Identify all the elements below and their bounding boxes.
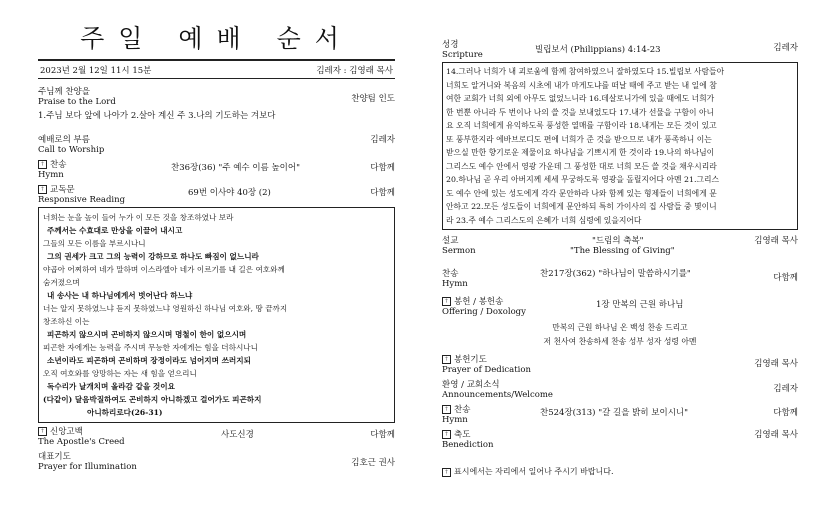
sermon-title-en: "The Blessing of Giving": [570, 246, 675, 256]
sermon-title-ko: "드림의 축복": [592, 236, 644, 246]
order-item-scripture: [442, 40, 798, 60]
stand-mark-icon: †: [442, 468, 451, 477]
order-item-benediction: [442, 430, 798, 450]
reading-line: 소년이라도 피곤하며 곤비하며 장정이라도 넘어지며 쓰러지되: [47, 356, 251, 365]
reading-line: 피곤한 자에게는 능력을 주시며 무능한 자에게는 힘을 더하시나니: [43, 343, 258, 352]
order-item-hymn: [38, 160, 395, 180]
item-leader: 다함께: [773, 408, 798, 418]
item-en: Responsive Reading: [38, 195, 126, 205]
item-leader: 김영래 목사: [754, 236, 798, 246]
stand-mark-icon: †: [442, 297, 451, 306]
item-ko: 환영 / 교회소식: [442, 380, 500, 390]
stand-mark-icon: †: [38, 160, 47, 169]
service-date: 2023년 2월 12일 11시 15분: [40, 66, 152, 76]
footnote-text: 표시에서는 자리에서 일어나 주시기 바랍니다.: [454, 467, 614, 476]
item-ko: 설교: [442, 236, 459, 246]
item-en: Prayer of Dedication: [442, 365, 531, 375]
item-en: Prayer for Illumination: [38, 462, 137, 472]
item-detail: 찬524장(313) "갈 길을 밝히 보이시니": [540, 408, 689, 418]
item-leader: 김영래 목사: [754, 359, 798, 369]
item-leader: 찬양팀 인도: [351, 94, 395, 104]
doxology-line: 저 천사여 찬송하세 찬송 성부 성자 성령 아멘: [543, 337, 697, 346]
reading-line: 창조하신 이는: [43, 317, 90, 326]
stand-mark-icon: †: [442, 430, 451, 439]
item-ko: 봉헌 / 봉헌송: [454, 297, 504, 307]
doxology-text: [442, 321, 798, 349]
scripture-line: 한 번뿐 아니라 두 번이나 나의 쓸 것을 보내었도다 17.내가 선물을 구함이 아니: [446, 107, 715, 117]
stand-mark-icon: †: [442, 405, 451, 414]
scripture-line: 너희도 알거니와 복음의 시초에 내가 마게도냐를 떠날 때에 주고 받는 내 일에 참: [446, 80, 717, 90]
item-ko: 찬송: [50, 160, 67, 170]
item-ko: 예배로의 부름: [38, 135, 90, 145]
item-ko: 성경: [442, 40, 459, 50]
reading-line: 독수리가 날개치며 올라감 같을 것이요: [47, 382, 175, 391]
item-en: Praise to the Lord: [38, 97, 116, 107]
doxology-line: 만복의 근원 하나님 온 백성 찬송 드리고: [552, 323, 688, 332]
order-item-sermon: [442, 236, 798, 256]
item-ko: 대표기도: [38, 452, 71, 462]
item-ko: 봉헌기도: [454, 355, 487, 365]
reading-line: 야곱아 어찌하여 네가 말하며 이스라엘아 네가 이르기를 내 길은 여호와께: [43, 265, 285, 274]
item-en: Hymn: [442, 415, 468, 425]
item-leader: 김레자: [370, 135, 395, 145]
reading-line: 오직 여호와를 앙망하는 자는 새 힘을 얻으리니: [43, 369, 197, 378]
presider: 김레자 : 김영래 목사: [316, 66, 393, 76]
item-en: Call to Worship: [38, 145, 105, 155]
left-half: [38, 0, 395, 472]
item-leader: 김호근 권사: [351, 458, 395, 468]
item-en: Hymn: [442, 279, 468, 289]
item-leader: 다함께: [370, 430, 395, 440]
reading-line: 내 송사는 내 하나님에게서 벗어난다 하느냐: [47, 291, 193, 300]
page-title: 주일 예배 순서: [80, 24, 353, 53]
item-en: Sermon: [442, 246, 476, 256]
stand-mark-icon: †: [442, 355, 451, 364]
scripture-line: 또 풍부한지라 에바브로디도 편에 너희가 준 것을 받으므로 내가 풍족하니 이는: [446, 134, 712, 144]
item-leader: 다함께: [370, 188, 395, 198]
order-item-praise: [38, 87, 395, 107]
scripture-line: 14.그러나 너희가 내 괴로움에 함께 참여하였으니 잘하였도다 15.빌립보 사람들아: [446, 67, 725, 76]
item-en: Hymn: [38, 170, 64, 180]
scripture-box: [442, 62, 798, 230]
item-ko: 찬송: [442, 269, 459, 279]
scripture-line: 라 23.주 예수 그리스도의 은혜가 너희 심령에 있을지어다: [446, 215, 642, 225]
right-half: [442, 0, 798, 476]
item-en: Scripture: [442, 50, 483, 60]
item-detail: 69번 이사야 40장 (2): [188, 188, 271, 198]
item-ko: 신앙고백: [50, 427, 83, 437]
scripture-line: 받으실 만한 향기로운 제물이요 하나님을 기쁘시게 한 것이라 19.나의 하나님이: [446, 148, 715, 157]
scripture-line: 안하고 22.모든 성도들이 너희에게 문안하되 특히 가이사의 집 사람들 중 몇이니: [446, 202, 717, 211]
item-ko: 교독문: [50, 185, 75, 195]
item-ko: 주님께 찬양을: [38, 87, 90, 97]
scripture-line: 20.하나님 곧 우리 아버지께 세세 무궁하도록 영광을 돌릴지어다 아멘 21.그리스: [446, 175, 720, 184]
item-leader: 다함께: [773, 273, 798, 283]
item-en: The Apostle's Creed: [38, 437, 125, 447]
order-item-call: [38, 135, 395, 155]
order-item-prayer: [38, 452, 395, 472]
order-item-hymn3: [442, 405, 798, 425]
reading-line: 피곤하지 않으시며 곤비하지 않으시며 명철이 한이 없으시며: [47, 330, 247, 339]
reading-line: 아니하리로다(26-31): [87, 408, 163, 417]
scripture-line: 그리스도 예수 안에서 영광 가운데 그 풍성한 대로 너희 모든 쓸 것을 채우시리라: [446, 161, 717, 171]
reading-line: 그들의 모든 이름을 부르시나니: [43, 239, 146, 248]
stand-mark-icon: †: [38, 427, 47, 436]
order-item-announcements: [442, 380, 798, 400]
reading-line: 주께서는 수효대로 만상을 이끌어 내시고: [47, 226, 183, 235]
date-line: [38, 59, 395, 79]
item-leader: 김영래 목사: [754, 430, 798, 440]
order-item-reading: [38, 185, 395, 205]
item-detail: 찬36장(36) "주 예수 이름 높이어": [171, 163, 301, 173]
item-en: Offering / Doxology: [442, 307, 526, 317]
item-leader: 다함께: [370, 163, 395, 173]
order-item-offering: [442, 297, 798, 317]
order-item-hymn2: [442, 269, 798, 289]
praise-note: 1.주님 보다 앞에 나아가 2.살아 계신 주 3.나의 기도하는 겨보다: [38, 111, 276, 121]
item-en: Benediction: [442, 440, 494, 450]
item-detail: 1장 만복의 근원 하나님: [596, 300, 684, 310]
footnote: [442, 466, 614, 477]
stand-mark-icon: †: [38, 185, 47, 194]
item-ko: 축도: [454, 430, 471, 440]
scripture-line: 도 예수 안에 있는 성도에게 각각 문안하라 나와 함께 있는 형제들이 너희에게 문: [446, 188, 717, 198]
reading-line: 그의 권세가 크고 그의 능력이 강하므로 하나도 빠짐이 없느니라: [47, 252, 259, 261]
order-item-creed: [38, 427, 395, 447]
reading-line: 너는 알지 못하였느냐 듣지 못하였느냐 영원하신 하나님 여호와, 땅 끝까지: [43, 304, 288, 313]
scripture-reference: 빌립보서 (Philippians) 4:14-23: [535, 45, 661, 55]
scripture-line: 요 오직 너희에게 유익하도록 풍성한 열매를 구함이라 18.내게는 모든 것이 있고: [446, 121, 717, 130]
item-ko: 찬송: [454, 405, 471, 415]
reading-line: 숨겨졌으며: [43, 278, 80, 287]
reading-line: (다같이) 달음박질하여도 곤비하지 아니하겠고 걸어가도 피곤하지: [43, 395, 262, 404]
order-item-dedication: [442, 355, 798, 375]
item-leader: 김레자: [773, 384, 798, 394]
scripture-line: 여한 교회가 너희 외에 아무도 없었느니라 16.데살로니가에 있을 때에도 너희가: [446, 94, 715, 103]
responsive-reading-box: [38, 207, 395, 423]
item-detail: 찬217장(362) "하나님이 말씀하시기를": [540, 269, 691, 279]
reading-line: 너희는 눈을 높이 들어 누가 이 모든 것을 창조하였나 보라: [43, 213, 234, 222]
item-detail: 사도신경: [221, 430, 254, 440]
item-leader: 김레자: [773, 43, 798, 53]
item-en: Announcements/Welcome: [442, 390, 553, 400]
